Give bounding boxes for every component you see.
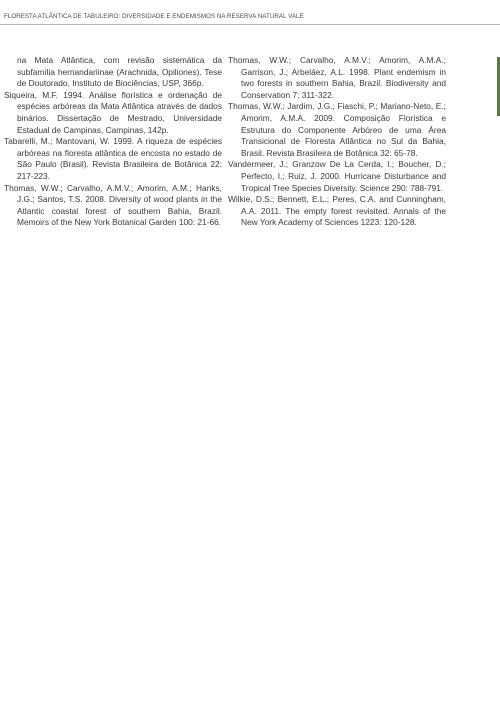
reference-entry: Thomas, W.W.; Jardim, J.G.; Fiaschi, P.; Mariano-Neto, E.; Amorim, A.M.A. 2009. Composição Florística e Estrutura do Componente Arbóreo de uma Área Transicional de Floresta Atlântica no Sul da Bahia, Brasil. Revista Brasileira de Botânica 32: 65-78. xyxy=(228,101,446,158)
reference-entry: Siqueira, M.F. 1994. Análise florística e ordenação de espécies arbóreas da Mata Atlântica através de dados binários. Dissertação de Mestrado, Universidade Estadual de Campinas, Campinas, 142p. xyxy=(4,89,222,135)
references-left-column xyxy=(4,55,222,229)
running-header: FLORESTA ATLÂNTICA DE TABULEIRO: DIVERSIDADE E ENDEMISMOS NA RESERVA NATURAL VALE xyxy=(4,13,304,20)
reference-entry: Thomas, W.W.; Carvalho, A.M.V.; Amorim, A.M.; Hanks, J.G.; Santos, T.S. 2008. Diversity of wood plants in the Atlantic coastal forest of southern Bahia, Brazil. Memoirs of the New York Botanical Garden 100: 21-66. xyxy=(4,182,222,228)
reference-entry: Vandermeer, J.; Granzow De La Cerda, I.; Boucher, D.; Perfecto, I.; Ruiz, J. 2000. Hurricane Disturbance and Tropical Tree Species Diversity. Science 290: 788-791. xyxy=(228,159,446,193)
reference-entry: Tabarelli, M.; Mantovani, W. 1999. A riqueza de espécies arbóreas na floresta atlântica de encosta no estado de São Paulo (Brasil). Revista Brasileira de Botânica 22: 217-223. xyxy=(4,136,222,181)
reference-entry: na Mata Atlântica, com revisão sistemática da subfamília hernandariinae (Arachnida, Opiliones). Tese de Doutorado, Instituto de Biociências, USP, 366p. xyxy=(17,55,222,89)
header-divider xyxy=(0,24,500,25)
reference-entry: Thomas, W.W.; Carvalho, A.M.V.; Amorim, A.M.A.; Garrison, J.; Arbeláez, A.L. 1998. Plant endemism in two forests in southern Bahia, Brazil. Biodiversity and Conservation 7: 311-322. xyxy=(228,55,446,100)
reference-entry: Wilkie, D.S.; Bennett, E.L.; Peres, C.A. and Cunningham, A.A. 2011. The empty forest revisited. Annals of the New York Academy of Sciences 1223: 120-128. xyxy=(228,194,446,228)
references-right-column xyxy=(228,55,446,229)
